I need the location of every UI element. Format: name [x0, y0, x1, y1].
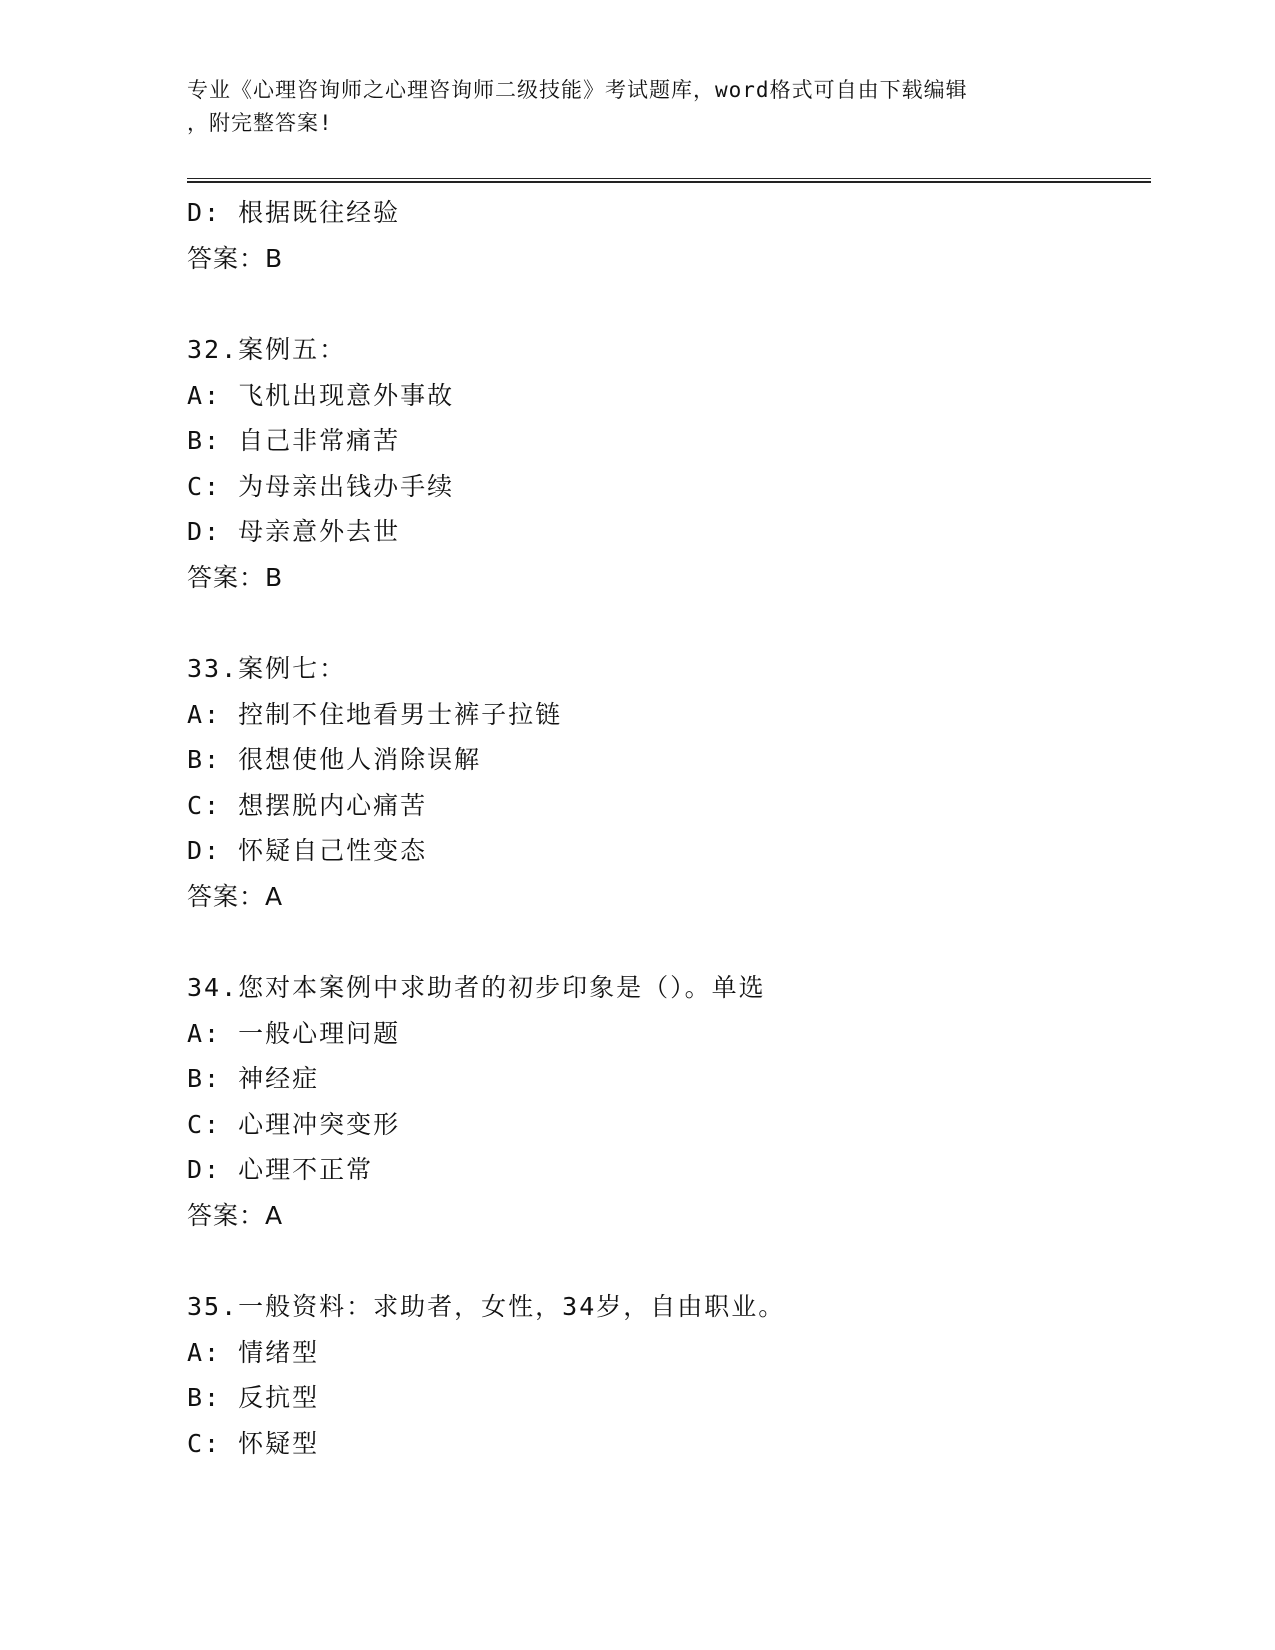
option-a: A: 控制不住地看男士裤子拉链 [187, 699, 563, 729]
option-a: A: 情绪型 [187, 1337, 320, 1367]
option-b: B: 很想使他人消除误解 [187, 745, 482, 774]
answer: 答案：A [187, 1200, 284, 1230]
document-header [187, 74, 1087, 140]
question-35 [187, 1284, 1147, 1466]
question-34 [187, 965, 1147, 1238]
answer: 答案：B [187, 243, 284, 273]
option-c: C: 怀疑型 [187, 1428, 320, 1458]
spacer [187, 919, 1147, 965]
spacer [187, 600, 1147, 646]
answer: 答案：B [187, 562, 284, 592]
option-c: C: 想摆脱内心痛苦 [187, 790, 428, 820]
option-a: A: 飞机出现意外事故 [187, 380, 455, 410]
question-stem: 35.一般资料：求助者，女性，34岁，自由职业。 [187, 1292, 786, 1321]
question-32 [187, 327, 1147, 600]
question-list [187, 190, 1147, 1466]
header-line-1: 专业《心理咨询师之心理咨询师二级技能》考试题库，word格式可自由下载编辑 [187, 78, 968, 102]
option-c: C: 为母亲出钱办手续 [187, 471, 455, 501]
question-stem: 32.案例五： [187, 335, 347, 364]
option-d: D: 心理不正常 [187, 1155, 374, 1184]
option-d: D: 母亲意外去世 [187, 517, 401, 546]
option-d: D: 根据既往经验 [187, 198, 401, 227]
option-a: A: 一般心理问题 [187, 1018, 401, 1048]
answer: 答案：A [187, 881, 284, 911]
question-stem: 34.您对本案例中求助者的初步印象是（）。单选 [187, 973, 766, 1002]
question-33 [187, 646, 1147, 919]
option-c: C: 心理冲突变形 [187, 1109, 401, 1139]
question-stem: 33.案例七： [187, 654, 347, 683]
option-b: B: 自己非常痛苦 [187, 426, 401, 455]
spacer [187, 1238, 1147, 1284]
header-line-2: ，附完整答案! [187, 111, 333, 135]
option-b: B: 神经症 [187, 1064, 320, 1093]
spacer [187, 281, 1147, 327]
option-d: D: 怀疑自己性变态 [187, 836, 428, 865]
option-b: B: 反抗型 [187, 1383, 320, 1412]
header-divider [187, 178, 1151, 183]
